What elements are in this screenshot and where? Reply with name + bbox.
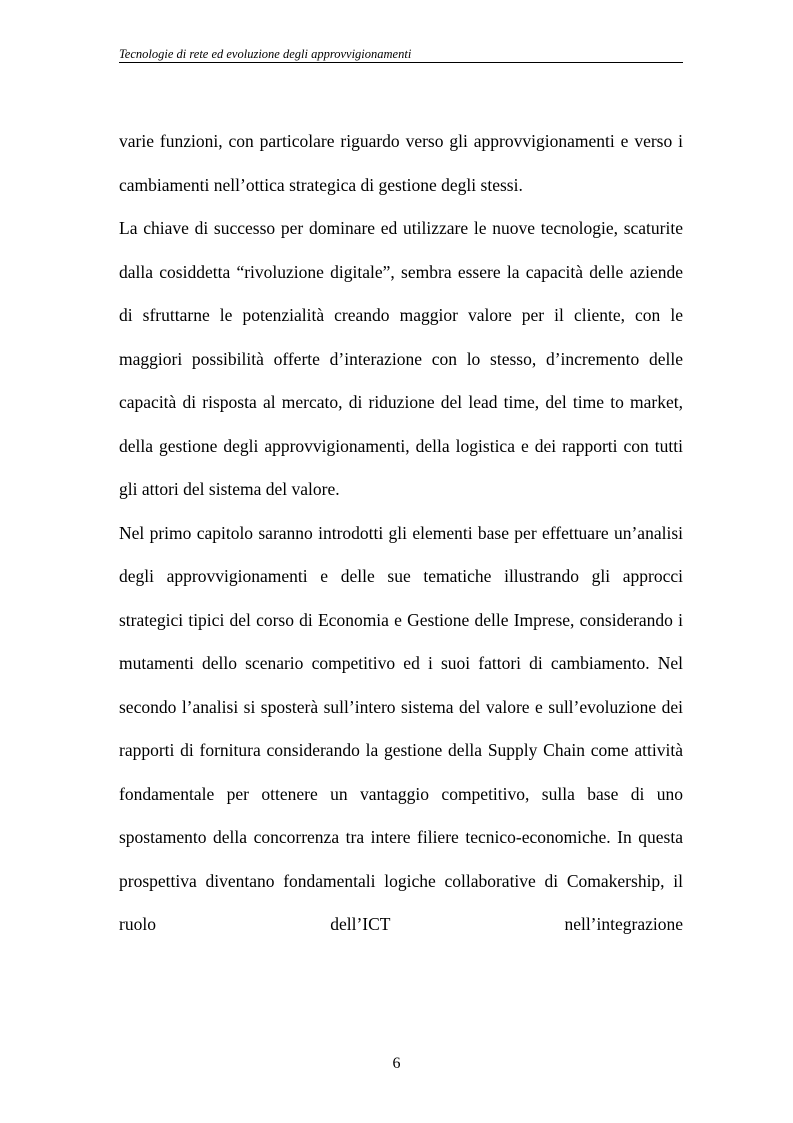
running-header: Tecnologie di rete ed evoluzione degli approvvigionamenti bbox=[119, 46, 683, 63]
paragraph-2: La chiave di successo per dominare ed utilizzare le nuove tecnologie, scaturite dalla cosiddetta “rivoluzione digitale”, sembra essere la capacità delle aziende di sfruttarne le potenzialità creando maggior valore per il cliente, con le maggiori possibilità offerte d’interazione con lo stesso, d’incremento delle capacità di risposta al mercato, di riduzione del lead time, del time to market, della gestione degli approvvigionamenti, della logistica e dei rapporti con tutti gli attori del sistema del valore. bbox=[119, 218, 683, 499]
paragraph-3: Nel primo capitolo saranno introdotti gli elementi base per effettuare un’analisi degli approvvigionamenti e delle sue tematiche illustrando gli approcci strategici tipici del corso di Economia e Gestione delle Imprese, considerando i mutamenti dello scenario competitivo ed i suoi fattori di cambiamento. Nel secondo l’analisi si sposterà sull’intero sistema del valore e sull’evoluzione dei rapporti di fornitura considerando la gestione della Supply Chain come attività fondamentale per ottenere un vantaggio competitivo, sulla base di uno spostamento della concorrenza tra intere filiere tecnico-economiche. In questa prospettiva diventano fondamentali logiche collaborative di Comakership, il ruolo dell’ICT nell’integrazione bbox=[119, 522, 683, 934]
paragraph-1: varie funzioni, con particolare riguardo verso gli approvvigionamenti e verso i cambiamenti nell’ottica strategica di gestione degli stessi. bbox=[119, 131, 683, 195]
page-number: 6 bbox=[392, 1055, 401, 1072]
body-text bbox=[119, 120, 683, 947]
